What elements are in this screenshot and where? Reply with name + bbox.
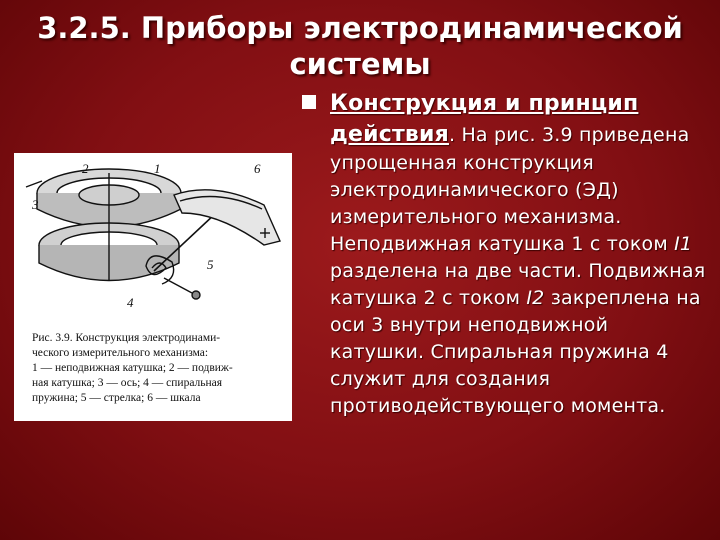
bullet-square-icon [302, 95, 316, 109]
caption-line: Рис. 3.9. Конструкция электродинами- [32, 332, 221, 344]
label-5: 5 [207, 257, 214, 272]
caption-line: ная катушка; 3 — ось; 4 — спиральная [32, 377, 223, 389]
caption-line: 1 — неподвижная катушка; 2 — подвиж- [32, 362, 233, 374]
figure-panel [14, 153, 292, 421]
caption-line: ческого измерительного механизма: [32, 347, 209, 359]
paragraph-text-3: закреплена на оси 3 внутри неподвижной катушки. Спиральная пружина 4 служит для создания противодействующего момента. [330, 287, 701, 417]
current-i2: I2 [526, 287, 545, 309]
label-6: 6 [254, 161, 261, 176]
caption-line: пружина; 5 — стрелка; 6 — шкала [32, 392, 201, 404]
slide-title: 3.2.5. Приборы электродинамической системы [37, 11, 683, 81]
paragraph-heading: Конструкция и принцип действия [330, 91, 639, 147]
label-1: 1 [154, 161, 161, 176]
current-i1: I1 [674, 233, 693, 255]
paragraph-text-2: разделена на две части. Подвижная катушка 2 с током [330, 260, 706, 309]
paragraph-text-1: . На рис. 3.9 приведена упрощенная конструкция электродинамического (ЭД) измерительного механизма. Неподвижная катушка 1 с током [330, 124, 690, 255]
label-3: 3 [32, 197, 39, 212]
body-paragraph [330, 88, 706, 420]
label-4: 4 [127, 295, 134, 310]
label-2: 2 [82, 161, 89, 176]
figure-caption [32, 331, 292, 406]
